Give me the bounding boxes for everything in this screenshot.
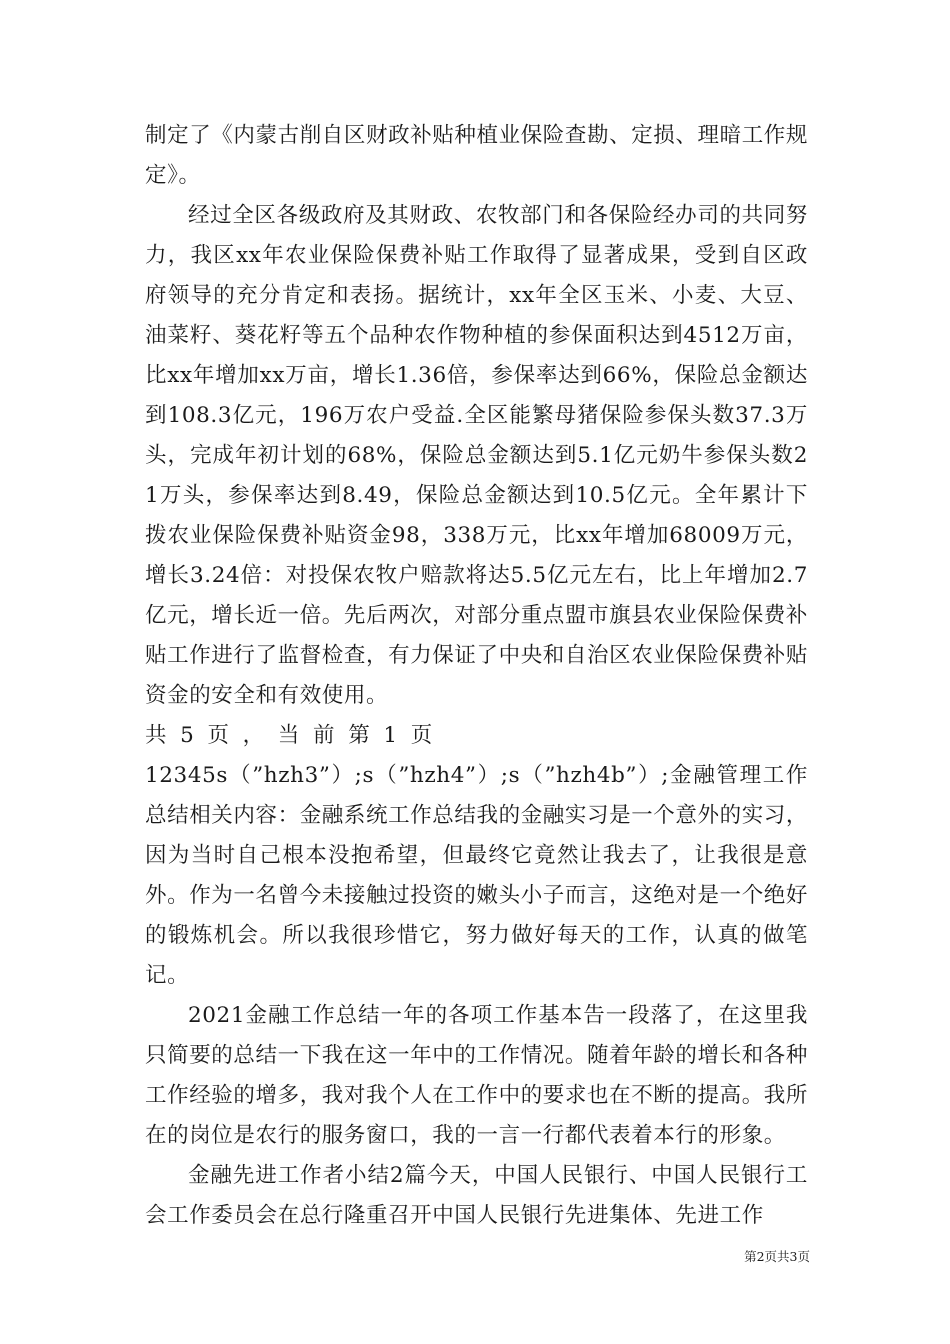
page-count-line: 共 5 页 ， 当 前 第 1 页 (145, 723, 433, 748)
paragraph-3: 12345s（”hzh3”）;s（”hzh4”）;s（”hzh4b”）;金融管理工作总结相关内容：金融系统工作总结我的金融实习是一个意外的实习，因为当时自己根本没抱希望，但最终它竟然让我去了，让我很是意外。作为一名曾今未接触过投资的嫩头小子而言，这绝对是一个绝好的锻炼机会。所以我很珍惜它，努力做好每天的工作，认真的做笔记。 (145, 763, 809, 988)
page-footer-indicator: 第2页共3页 (744, 1249, 810, 1264)
paragraph-5: 金融先进工作者小结2篇今天，中国人民银行、中国人民银行工会工作委员会在总行隆重召开中国人民银行先进集体、先进工作 (145, 1163, 808, 1228)
paragraph-4: 2021金融工作总结一年的各项工作基本告一段落了，在这里我只简要的总结一下我在这一年中的工作情况。随着年龄的增长和各种工作经验的增多，我对我个人在工作中的要求也在不断的提高。我所在的岗位是农行的服务窗口，我的一言一行都代表着本行的形象。 (145, 1003, 809, 1148)
paragraph-2: 经过全区各级政府及其财政、农牧部门和各保险经办司的共同努力，我区xx年农业保险保费补贴工作取得了显著成果，受到自区政府领导的充分肯定和表扬。据统计，xx年全区玉米、小麦、大豆、油菜籽、葵花籽等五个品种农作物种植的参保面积达到4512万亩，比xx年增加xx万亩，增长1.36倍，参保率达到66%，保险总金额达到108.3亿元，196万农户受益.全区能繁母猪保险参保头数37.3万头，完成年初计划的68%，保险总金额达到5.1亿元奶牛参保头数21万头，参保率达到8.49，保险总金额达到10.5亿元。全年累计下拨农业保险保费补贴资金98，338万元，比xx年增加68009万元，增长3.24倍：对投保农牧户赔款将达5.5亿元左右，比上年增加2.7亿元，增长近一倍。先后两次，对部分重点盟市旗县农业保险保费补贴工作进行了监督检查，有力保证了中央和自治区农业保险保费补贴资金的安全和有效使用。 (145, 203, 809, 708)
document-body (145, 116, 808, 1236)
paragraph-1: 制定了《内蒙古削自区财政补贴种植业保险查勘、定损、理暗工作规定》。 (145, 123, 809, 188)
